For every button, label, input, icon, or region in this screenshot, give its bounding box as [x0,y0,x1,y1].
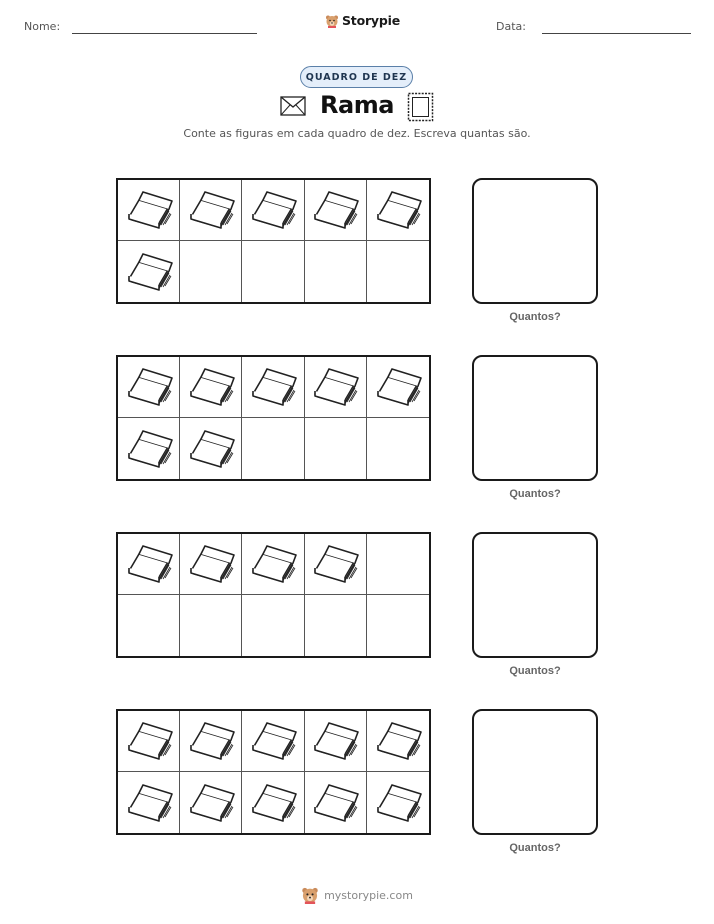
bear-icon [325,14,339,28]
ten-frame-cell [180,711,242,772]
name-label: Nome: [24,20,61,33]
ten-frame-cell [305,357,367,418]
answer-box[interactable] [472,532,598,658]
how-many-label: Quantos? [509,842,561,854]
ten-frame-cell [180,418,242,479]
ten-frame-cell [118,418,180,479]
book-icon [125,541,173,587]
ten-frame-cell [305,180,367,241]
date-label: Data: [496,20,526,33]
ten-frame-cell [118,357,180,418]
answer-box[interactable] [472,178,598,304]
ten-frame [116,532,431,658]
book-icon [311,187,359,233]
book-icon [125,426,173,472]
answer-box[interactable] [472,355,598,481]
logo-text: Storypie [342,13,400,28]
book-icon [311,780,359,826]
book-icon [374,364,422,410]
ten-frame-cell [242,711,304,772]
ten-frame-cell [180,357,242,418]
book-icon [125,364,173,410]
ten-frame-cell [242,595,304,656]
book-icon [187,187,235,233]
answer-box[interactable] [472,709,598,835]
ten-frame-cell [242,418,304,479]
stamp-icon [407,92,434,122]
book-icon [374,187,422,233]
ten-frame-cell [367,772,429,833]
book-icon [249,780,297,826]
book-icon [311,541,359,587]
book-icon [249,364,297,410]
ten-frame-cell [118,711,180,772]
how-many-label: Quantos? [509,665,561,677]
name-line[interactable] [72,33,257,34]
book-icon [187,780,235,826]
book-icon [125,780,173,826]
book-icon [311,364,359,410]
ten-frame-cell [118,534,180,595]
ten-frame-cell [242,180,304,241]
ten-frame-cell [118,180,180,241]
ten-frame-cell [367,180,429,241]
how-many-label: Quantos? [509,488,561,500]
ten-frame-cell [180,595,242,656]
date-line[interactable] [542,33,691,34]
ten-frame-cell [242,534,304,595]
ten-frame-cell [305,534,367,595]
ten-frame-cell [367,534,429,595]
ten-frame-cell [118,595,180,656]
ten-frame-cell [367,418,429,479]
book-icon [249,718,297,764]
ten-frame-cell [305,418,367,479]
book-icon [187,718,235,764]
book-icon [249,541,297,587]
ten-frame-cell [367,241,429,302]
book-icon [374,718,422,764]
ten-frame [116,709,431,835]
ten-frame-cell [367,595,429,656]
ten-frame-cell [305,772,367,833]
ten-frame-cell [180,772,242,833]
ten-frame-cell [367,357,429,418]
book-icon [374,780,422,826]
ten-frame [116,178,431,304]
ten-frame-cell [305,711,367,772]
book-icon [125,249,173,295]
worksheet-type-badge: QUADRO DE DEZ [300,66,413,88]
instructions: Conte as figuras em cada quadro de dez. Escreva quantas são. [183,127,531,140]
footer [0,886,714,904]
book-icon [125,718,173,764]
ten-frame-cell [305,595,367,656]
book-icon [187,364,235,410]
ten-frame [116,355,431,481]
ten-frame-cell [118,241,180,302]
book-icon [249,187,297,233]
ten-frame-cell [180,241,242,302]
ten-frame-cell [242,357,304,418]
book-icon [187,541,235,587]
ten-frame-cell [180,534,242,595]
bear-icon [301,886,319,904]
ten-frame-cell [118,772,180,833]
footer-site: mystorypie.com [324,888,413,902]
ten-frame-cell [180,180,242,241]
storypie-logo [325,13,400,28]
ten-frame-cell [242,241,304,302]
envelope-icon [280,96,306,116]
page-title: Rama [320,91,394,119]
book-icon [311,718,359,764]
how-many-label: Quantos? [509,311,561,323]
book-icon [187,426,235,472]
ten-frame-cell [242,772,304,833]
ten-frame-cell [367,711,429,772]
ten-frame-cell [305,241,367,302]
book-icon [125,187,173,233]
